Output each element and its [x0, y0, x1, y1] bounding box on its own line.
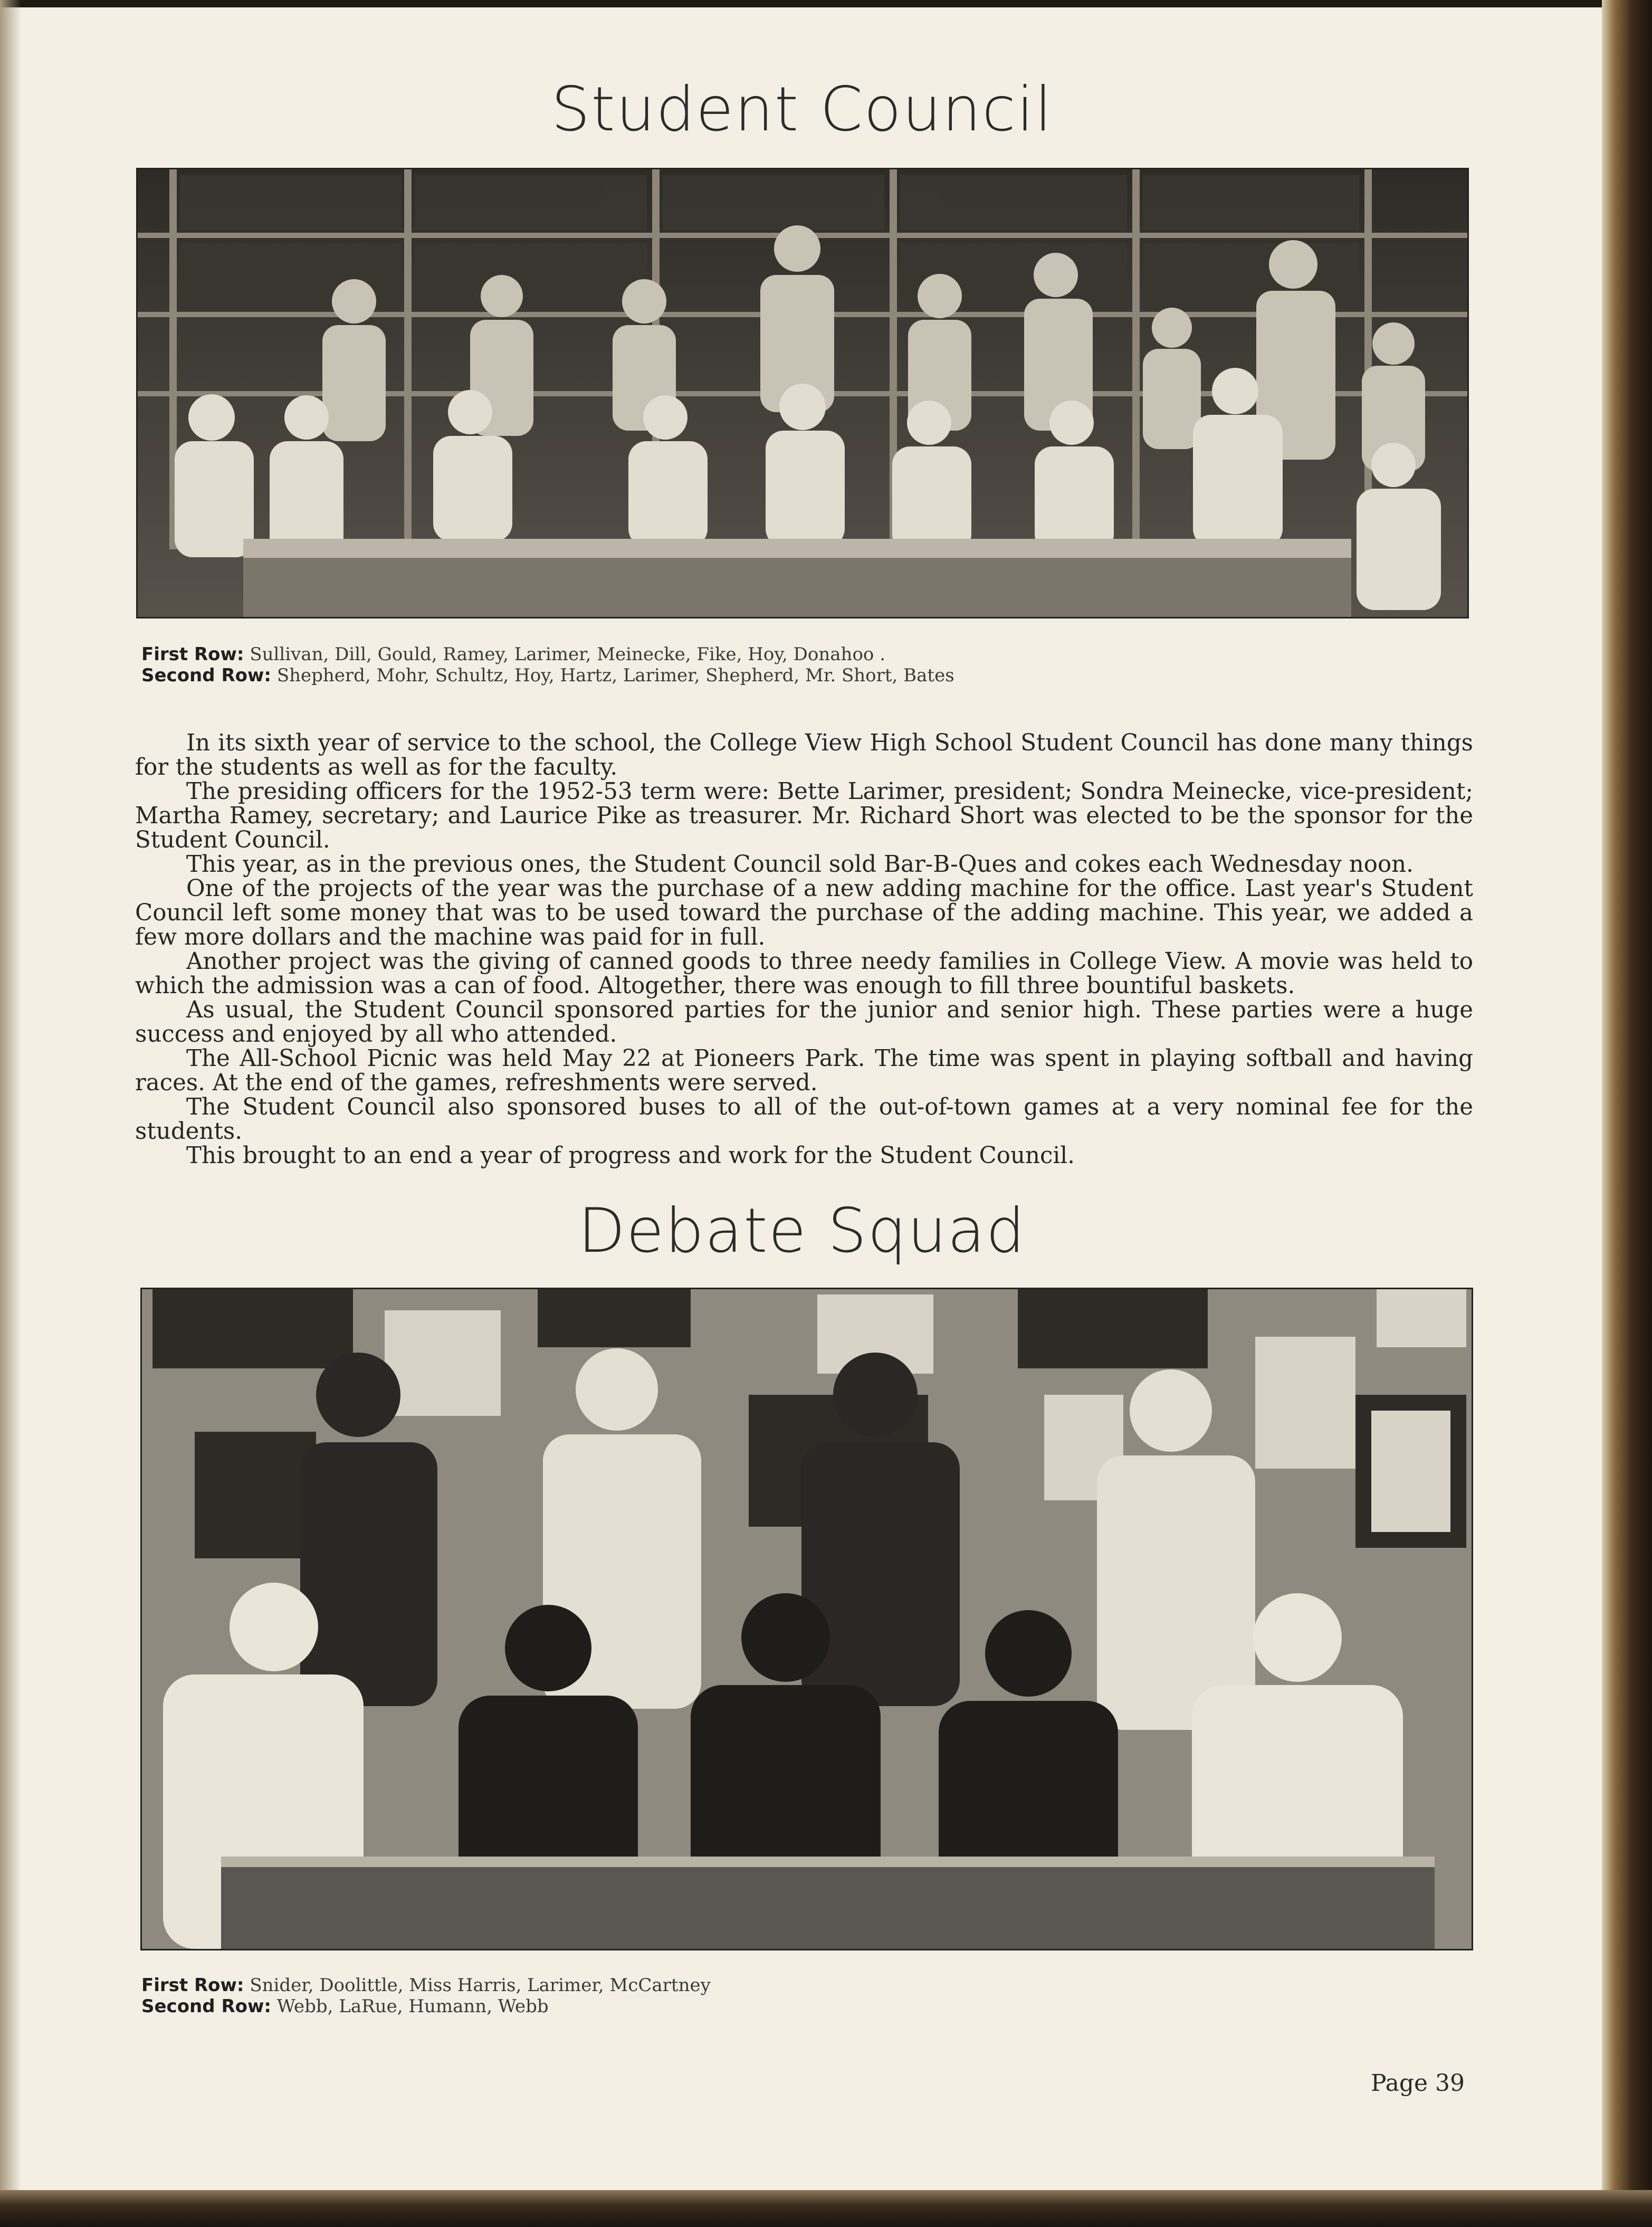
article-paragraph: In its sixth year of service to the school, the College View High School Student Council has done many things for the students as well as for the faculty.	[135, 730, 1473, 781]
caption-first-row	[141, 644, 954, 665]
debate-squad-photo	[140, 1288, 1473, 1950]
article-paragraph: This brought to an end a year of progress and work for the Student Council.	[186, 1143, 1075, 1169]
caption-row-names: Shepherd, Mohr, Schultz, Hoy, Hartz, Larimer, Shepherd, Mr. Short, Bates	[276, 665, 954, 686]
caption-row-label: First Row:	[141, 644, 244, 665]
article-paragraph: As usual, the Student Council sponsored parties for the junior and senior high. These parties were a huge success and enjoyed by all who attended.	[135, 997, 1473, 1048]
article-paragraph: This year, as in the previous ones, the Student Council sold Bar-B-Ques and cokes each Wednesday noon.	[186, 851, 1414, 878]
caption-first-row	[141, 1975, 711, 1996]
student-council-photo-drawing	[138, 169, 1467, 617]
student-council-photo	[136, 168, 1469, 618]
page-number: Page 39	[1371, 2070, 1465, 2097]
article-paragraph: One of the projects of the year was the purchase of a new adding machine for the office. Last year's Student Council left some money that was to be used toward the purchase of the adding machine. This year, we added a few more dollars and the machine was paid for in full.	[135, 875, 1473, 950]
debate-squad-caption	[141, 1975, 711, 2017]
student-council-article	[135, 731, 1473, 1168]
student-council-caption	[141, 644, 954, 686]
article-paragraph: The All-School Picnic was held May 22 at Pioneers Park. The time was spent in playing softball and having races. At the end of the games, refreshments were served.	[135, 1045, 1473, 1096]
page-left-shadow	[0, 0, 21, 2227]
book-binding	[1602, 0, 1652, 2227]
article-paragraph: Another project was the giving of canned goods to three needy families in College View. A movie was held to which the admission was a can of food. Altogether, there was enough to fill three bountiful baskets.	[135, 948, 1473, 999]
student-council-title: Student Council	[551, 74, 1053, 145]
article-paragraph: The presiding officers for the 1952-53 term were: Bette Larimer, president; Sondra Meinecke, vice-president; Martha Ramey, secretary; and Laurice Pike as treasurer. Mr. Richard Short was elected to be the sponsor for the Student Council.	[135, 778, 1473, 853]
article-paragraph: The Student Council also sponsored buses to all of the out-of-town games at a very nominal fee for the students.	[135, 1094, 1473, 1145]
caption-row-names: Webb, LaRue, Humann, Webb	[276, 1996, 549, 2017]
debate-squad-title: Debate Squad	[578, 1195, 1026, 1267]
page-top-edge	[0, 0, 1652, 7]
caption-row-label: First Row:	[141, 1975, 244, 1996]
caption-second-row	[141, 665, 954, 686]
caption-row-label: Second Row:	[141, 665, 271, 686]
caption-second-row	[141, 1996, 711, 2017]
caption-row-label: Second Row:	[141, 1996, 271, 2017]
caption-row-names: Sullivan, Dill, Gould, Ramey, Larimer, Meinecke, Fike, Hoy, Donahoo .	[250, 644, 886, 665]
page-bottom-edge	[0, 2190, 1652, 2227]
debate-squad-photo-drawing	[142, 1289, 1472, 1949]
caption-row-names: Snider, Doolittle, Miss Harris, Larimer, McCartney	[250, 1975, 711, 1996]
